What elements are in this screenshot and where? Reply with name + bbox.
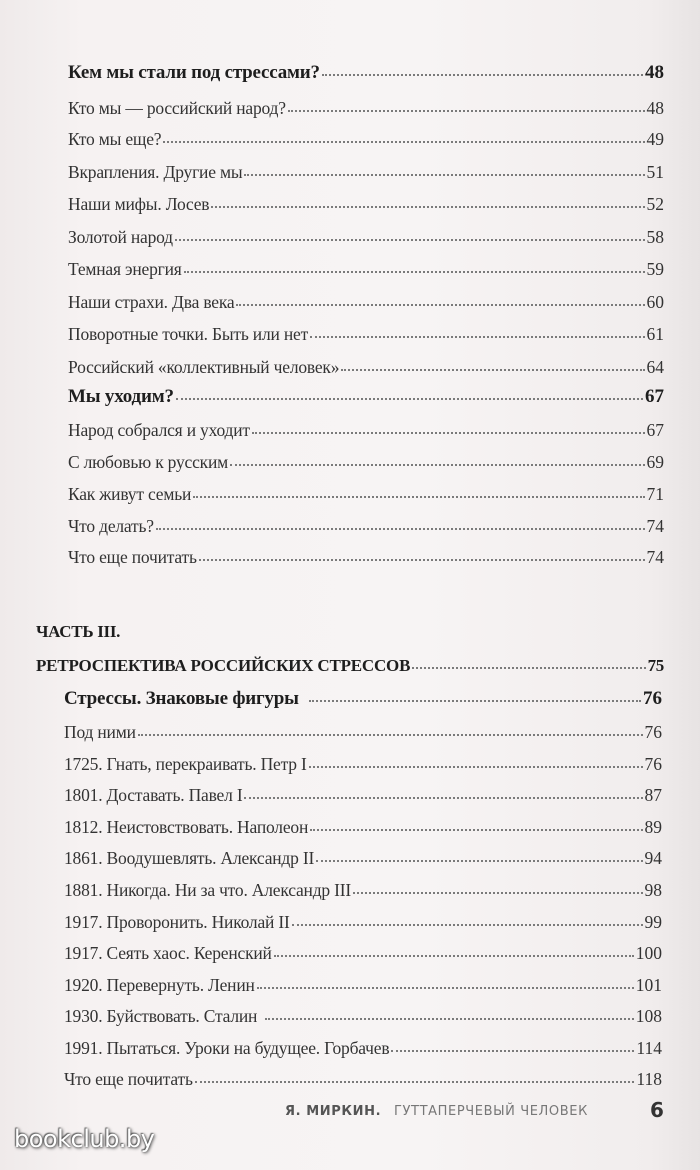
leader-dots — [412, 667, 645, 669]
part-title: РЕТРОСПЕКТИВА РОССИЙСКИХ СТРЕССОВ — [36, 656, 411, 675]
leader-dots — [176, 398, 643, 400]
toc-entry-title: Темная энергия — [68, 259, 182, 279]
leader-dots — [322, 74, 643, 76]
toc-entry-title: С любовью к русским — [68, 452, 229, 472]
toc-page-number: 74 — [646, 547, 664, 567]
toc-entry-title: Кто мы — российский народ? — [68, 98, 286, 118]
toc-page-number: 58 — [646, 227, 664, 247]
toc-entry-title: 1801. Доставать. Павел I — [64, 785, 243, 805]
toc-page-number: 89 — [644, 817, 662, 837]
toc-entry-title: Что делать? — [68, 516, 154, 536]
toc-entry-title: 1917. Проворонить. Николай II — [64, 912, 290, 932]
part-label: ЧАСТЬ III. — [36, 622, 121, 641]
toc-page-number: 114 — [636, 1038, 662, 1058]
toc-heading-title: Мы уходим? — [68, 386, 174, 407]
leader-dots — [309, 700, 641, 702]
toc-entry-title: 1881. Никогда. Ни за что. Александр III — [64, 880, 352, 900]
toc-entry-title: 1812. Неистовствовать. Наполеон — [64, 817, 309, 837]
toc-page-number: 87 — [644, 785, 662, 805]
toc-page-number: 94 — [644, 848, 662, 868]
toc-page-number: 48 — [646, 98, 664, 118]
toc-entry[interactable] — [64, 847, 662, 869]
toc-heading[interactable] — [68, 62, 664, 84]
toc-entry-title: Как живут семьи — [68, 484, 192, 504]
leader-dots — [310, 336, 644, 338]
toc-page-number: 61 — [646, 324, 664, 344]
toc-page-number: 49 — [646, 129, 664, 149]
toc-entry-title: Кто мы еще? — [68, 129, 162, 149]
toc-entry[interactable] — [68, 128, 664, 150]
toc-page-number: 118 — [636, 1069, 662, 1089]
toc-entry[interactable] — [64, 753, 662, 775]
toc-page-number: 99 — [644, 912, 662, 932]
toc-entry[interactable] — [68, 161, 664, 183]
toc-entry[interactable] — [68, 546, 664, 568]
leader-dots — [252, 432, 645, 434]
toc-entry[interactable] — [68, 356, 664, 378]
toc-entry-title: Наши мифы. Лосев — [68, 194, 210, 214]
leader-dots — [309, 766, 643, 768]
toc-entry[interactable] — [68, 451, 664, 473]
toc-entry[interactable] — [68, 226, 664, 248]
toc-entry[interactable] — [68, 515, 664, 537]
leader-dots — [211, 206, 644, 208]
leader-dots — [288, 110, 645, 112]
leader-dots — [244, 797, 642, 799]
leader-dots — [391, 1050, 634, 1052]
toc-entry[interactable] — [68, 419, 664, 441]
toc-page-number: 67 — [646, 420, 664, 440]
watermark: bookclub.by — [14, 1125, 155, 1153]
toc-entry[interactable] — [68, 97, 664, 119]
toc-entry[interactable] — [64, 721, 662, 743]
toc-entry[interactable] — [64, 974, 662, 996]
toc-heading[interactable] — [68, 386, 664, 408]
toc-entry[interactable] — [64, 1037, 662, 1059]
toc-entry[interactable] — [68, 483, 664, 505]
leader-dots — [265, 1018, 634, 1020]
toc-page-number: 71 — [646, 484, 664, 504]
running-footer — [0, 1098, 700, 1126]
leader-dots — [310, 829, 642, 831]
leader-dots — [175, 239, 645, 241]
toc-page-number: 108 — [635, 1006, 662, 1026]
toc-page-number: 76 — [644, 754, 662, 774]
toc-page-number: 76 — [643, 688, 662, 709]
leader-dots — [236, 304, 644, 306]
leader-dots — [244, 174, 644, 176]
toc-entry[interactable] — [68, 193, 664, 215]
toc-page-number: 48 — [645, 62, 664, 83]
toc-entry-title: 1917. Сеять хаос. Керенский — [64, 943, 272, 963]
toc-heading-title: Стрессы. Знаковые фигуры — [64, 688, 299, 709]
part-title-entry[interactable] — [36, 655, 664, 677]
leader-dots — [193, 496, 644, 498]
toc-entry-title: Под ними — [64, 722, 136, 742]
toc-entry[interactable] — [64, 942, 662, 964]
toc-entry[interactable] — [68, 323, 664, 345]
toc-page-number: 59 — [646, 259, 664, 279]
footer-author: Я. МИРКИН. — [285, 1104, 382, 1119]
toc-page-number: 60 — [646, 292, 664, 312]
leader-dots — [274, 955, 634, 957]
leader-dots — [156, 528, 645, 530]
toc-entry-title: Народ собрался и уходит — [68, 420, 250, 440]
toc-entry[interactable] — [64, 911, 662, 933]
toc-page-number: 101 — [635, 975, 662, 995]
toc-heading[interactable] — [64, 688, 662, 710]
leader-dots — [163, 141, 644, 143]
toc-entry-title: 1930. Буйствовать. Сталин — [64, 1006, 258, 1026]
toc-page-number: 67 — [645, 386, 664, 407]
toc-entry-title: Что еще почитать — [68, 547, 197, 567]
leader-dots — [138, 734, 643, 736]
footer-book-title: ГУТТАПЕРЧЕВЫЙ ЧЕЛОВЕК — [394, 1104, 588, 1119]
toc-entry[interactable] — [68, 291, 664, 313]
toc-page-number: 100 — [635, 943, 662, 963]
leader-dots — [184, 271, 645, 273]
toc-entry-title: 1991. Пытаться. Уроки на будущее. Горбачев — [64, 1038, 390, 1058]
toc-entry[interactable] — [64, 816, 662, 838]
toc-entry-title: Что еще почитать — [64, 1069, 193, 1089]
leader-dots — [195, 1081, 635, 1083]
toc-page-number: 69 — [646, 452, 664, 472]
toc-entry[interactable] — [64, 1005, 662, 1027]
toc-entry-title: 1861. Воодушевлять. Александр II — [64, 848, 315, 868]
leader-dots — [292, 924, 643, 926]
leader-dots — [341, 369, 644, 371]
toc-entry-title: 1725. Гнать, перекраивать. Петр I — [64, 754, 307, 774]
toc-entry-title: Наши страхи. Два века — [68, 292, 235, 312]
toc-page-number: 98 — [644, 880, 662, 900]
toc-heading-title: Кем мы стали под стрессами? — [68, 62, 320, 83]
footer-page-number: 6 — [650, 1098, 664, 1122]
toc-entry[interactable] — [64, 1068, 662, 1090]
toc-page-number: 51 — [646, 162, 664, 182]
toc-entry-title: Поворотные точки. Быть или нет — [68, 324, 309, 344]
toc-page-number: 74 — [646, 516, 664, 536]
toc-page-number: 64 — [646, 357, 664, 377]
toc-page-number: 52 — [646, 194, 664, 214]
toc-page-number: 76 — [644, 722, 662, 742]
leader-dots — [257, 987, 634, 989]
toc-entry-title: 1920. Перевернуть. Ленин — [64, 975, 255, 995]
leader-dots — [316, 860, 642, 862]
toc-entry[interactable] — [64, 879, 662, 901]
toc-entry[interactable] — [64, 784, 662, 806]
toc-entry[interactable] — [68, 258, 664, 280]
toc-entry-title: Российский «коллективный человек» — [68, 357, 340, 377]
toc-entry-title: Золотой народ — [68, 227, 173, 247]
leader-dots — [230, 464, 644, 466]
leader-dots — [353, 892, 642, 894]
toc-entry-title: Вкрапления. Другие мы — [68, 162, 243, 182]
toc-page-number: 75 — [647, 656, 664, 675]
leader-dots — [199, 559, 645, 561]
